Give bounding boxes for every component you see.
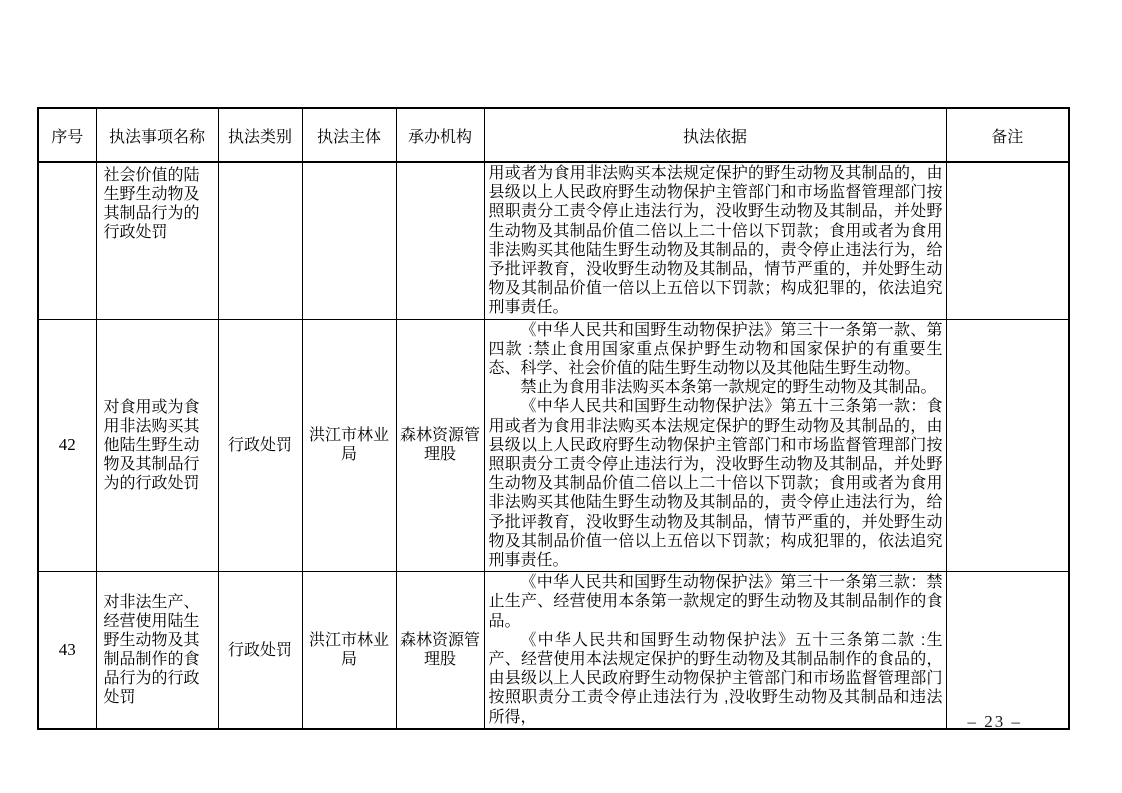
basis-paragraph: 《中华人民共和国野生动物保护法》第三十一条第三款：禁止生产、经营使用本条第一款规定的野生动物及其制品制作的食品。 <box>488 574 943 630</box>
cell-agency <box>396 162 484 319</box>
cell-category <box>218 162 302 319</box>
cell-category: 行政处罚 <box>218 572 302 729</box>
cell-remark <box>946 319 1069 572</box>
basis-paragraph: 《中华人民共和国野生动物保护法》五十三条第二款 :生产、经营使用本法规定保护的野生动物及其制品制作的食品的，由县级以上人民政府野生动物保护主管部门和市场监督管理部门按照职责分工责令停止违法行为 ,没收野生动物及其制品和违法所得， <box>488 631 943 726</box>
basis-paragraph: 《中华人民共和国野生动物保护法》第五十三条第一款：食用或者为食用非法购买本法规定保护的野生动物及其制品的，由县级以上人民政府野生动物保护主管部门和市场监督管理部门按照职责分工责令停止违法行为，没收野生动物及其制品，并处野生动物及其制品价值二倍以上二十倍以下罚款；食用或者为食用非法购买其他陆生野生动物及其制品的，责令停止违法行为，给予批评教育，没收野生动物及其制品，情节严重的，并处野生动物及其制品价值一倍以上五倍以下罚款；构成犯罪的，依法追究刑事责任。 <box>488 398 943 570</box>
cell-subject <box>302 162 396 319</box>
cell-seq: 42 <box>38 319 96 572</box>
header-item-name: 执法事项名称 <box>96 108 218 162</box>
cell-agency: 森林资源管理股 <box>396 572 484 729</box>
table-header-row <box>38 108 1069 162</box>
cell-subject: 洪江市林业局 <box>302 572 396 729</box>
cell-remark <box>946 162 1069 319</box>
header-subject: 执法主体 <box>302 108 396 162</box>
header-basis: 执法依据 <box>484 108 946 162</box>
cell-basis <box>484 162 946 319</box>
cell-agency: 森林资源管理股 <box>396 319 484 572</box>
cell-basis <box>484 319 946 572</box>
table-row-continuation <box>38 162 1069 319</box>
basis-paragraph: 禁止为食用非法购买本条第一款规定的野生动物及其制品。 <box>520 379 937 397</box>
cell-seq: 43 <box>38 572 96 729</box>
cell-basis <box>484 572 946 729</box>
cell-subject: 洪江市林业局 <box>302 319 396 572</box>
enforcement-items-table <box>37 107 1070 730</box>
header-remark: 备注 <box>946 108 1069 162</box>
page-number: – 23 – <box>967 712 1022 731</box>
cell-remark <box>946 572 1069 729</box>
header-agency: 承办机构 <box>396 108 484 162</box>
table-row-43 <box>38 572 1069 729</box>
cell-seq <box>38 162 96 319</box>
cell-item-name: 社会价值的陆生野生动物及其制品行为的行政处罚 <box>96 162 218 319</box>
cell-item-name: 对食用或为食用非法购买其他陆生野生动物及其制品行为的行政处罚 <box>96 319 218 572</box>
header-seq: 序号 <box>38 108 96 162</box>
basis-paragraph: 《中华人民共和国野生动物保护法》第三十一条第一款、第四款 :禁止食用国家重点保护野生动物和国家保护的有重要生态、科学、社会价值的陆生野生动物以及其他陆生野生动物。 <box>488 321 943 378</box>
table-row-42 <box>38 319 1069 572</box>
basis-paragraph: 用或者为食用非法购买本法规定保护的野生动物及其制品的，由县级以上人民政府野生动物保护主管部门和市场监督管理部门按照职责分工责令停止违法行为，没收野生动物及其制品，并处野生动物及其制品价值二倍以上二十倍以下罚款；食用或者为食用非法购买其他陆生野生动物及其制品的，责令停止违法行为，给予批评教育，没收野生动物及其制品，情节严重的，并处野生动物及其制品价值一倍以上五倍以下罚款；构成犯罪的，依法追究刑事责任。 <box>488 165 943 317</box>
header-category: 执法类别 <box>218 108 302 162</box>
cell-category: 行政处罚 <box>218 319 302 572</box>
cell-item-name: 对非法生产、经营使用陆生野生动物及其制品制作的食品行为的行政处罚 <box>96 572 218 729</box>
